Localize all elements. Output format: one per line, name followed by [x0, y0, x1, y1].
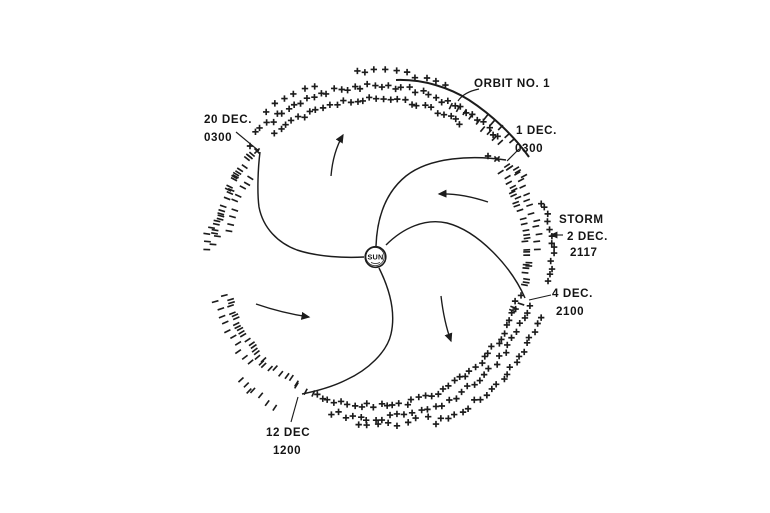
storm-label: STORM — [559, 213, 604, 226]
plus-mark — [458, 389, 464, 395]
plus-mark — [412, 89, 418, 95]
plus-mark — [328, 411, 334, 417]
minus-mark — [255, 355, 260, 359]
minus-mark — [536, 234, 543, 235]
plus-mark — [549, 233, 555, 239]
minus-mark — [513, 201, 519, 203]
plus-mark — [493, 381, 499, 387]
plus-mark — [281, 95, 287, 101]
minus-mark — [484, 115, 488, 120]
dec20-time-label: 0300 — [204, 131, 233, 144]
plus-mark — [481, 371, 487, 377]
minus-mark — [520, 185, 526, 188]
minus-mark — [526, 204, 532, 206]
minus-mark — [221, 295, 228, 297]
plus-mark — [324, 397, 330, 403]
minus-mark — [235, 350, 241, 354]
plus-mark — [385, 420, 391, 426]
plus-mark — [464, 383, 470, 389]
minus-mark — [523, 279, 530, 280]
flow-arrow-upper — [331, 135, 343, 176]
minus-mark — [273, 405, 277, 411]
dec1-date-label: 1 DEC. — [516, 124, 557, 137]
minus-mark — [285, 373, 289, 378]
minus-mark — [273, 366, 278, 371]
minus-mark — [245, 338, 251, 342]
plus-mark — [323, 91, 329, 97]
plus-mark — [288, 117, 294, 123]
minus-mark — [258, 393, 262, 398]
sector-boundary-arm-to-20dec — [258, 152, 364, 257]
minus-mark — [498, 140, 503, 145]
plus-mark — [301, 114, 307, 120]
minus-mark — [210, 244, 217, 245]
dec1-time-label: 0300 — [515, 142, 544, 155]
minus-mark — [521, 174, 527, 177]
minus-mark — [238, 378, 243, 383]
plus-mark — [425, 91, 431, 97]
minus-mark — [251, 345, 257, 349]
plus-mark — [548, 258, 554, 264]
plus-mark — [503, 349, 509, 355]
plus-mark — [451, 377, 457, 383]
minus-mark — [504, 164, 510, 168]
minus-mark — [514, 205, 520, 207]
plus-mark — [413, 102, 419, 108]
plus-mark — [312, 107, 318, 113]
plus-mark — [307, 108, 313, 114]
plus-mark — [409, 410, 415, 416]
orbit-number-label: ORBIT NO. 1 — [474, 77, 551, 90]
minus-mark — [212, 301, 219, 303]
plus-mark — [466, 368, 472, 374]
plus-mark — [545, 211, 551, 217]
plus-mark — [394, 96, 400, 102]
plus-mark — [354, 68, 360, 74]
plus-mark — [477, 396, 483, 402]
plus-mark — [405, 419, 411, 425]
plus-mark — [331, 85, 337, 91]
plus-mark — [402, 97, 408, 103]
plus-mark — [439, 403, 445, 409]
minus-mark — [232, 199, 238, 202]
plus-mark — [362, 69, 368, 75]
dec2-date-label: 2 DEC. — [567, 230, 608, 243]
minus-mark — [533, 226, 540, 227]
plus-mark — [488, 343, 494, 349]
plus-mark — [363, 422, 369, 428]
plus-mark — [418, 407, 424, 413]
minus-mark — [517, 209, 523, 211]
minus-mark — [261, 363, 266, 368]
plus-mark — [534, 320, 540, 326]
plus-mark — [456, 121, 462, 127]
minus-mark — [252, 348, 257, 352]
plus-mark — [344, 87, 350, 93]
plus-mark — [297, 100, 303, 106]
plus-mark — [343, 415, 349, 421]
minus-mark — [233, 323, 239, 326]
plus-mark — [445, 415, 451, 421]
minus-mark — [521, 223, 528, 224]
plus-mark — [496, 353, 502, 359]
minus-mark — [246, 154, 251, 158]
minus-mark — [521, 284, 528, 285]
minus-mark — [244, 182, 250, 185]
minus-mark — [211, 233, 218, 234]
minus-mark — [218, 308, 224, 310]
plus-mark — [545, 278, 551, 284]
minus-mark — [505, 175, 511, 179]
plus-mark — [422, 392, 428, 398]
plus-mark — [420, 88, 426, 94]
minus-mark — [227, 299, 234, 301]
plus-mark — [532, 329, 538, 335]
minus-mark — [229, 312, 235, 314]
minus-mark — [248, 360, 253, 364]
minus-mark — [498, 170, 504, 174]
plus-mark — [501, 330, 507, 336]
plus-mark — [348, 99, 354, 105]
minus-mark — [490, 120, 494, 125]
minus-mark — [244, 383, 249, 388]
minus-mark — [515, 196, 521, 199]
plus-mark — [379, 84, 385, 90]
minus-mark — [227, 185, 233, 188]
sector-boundary-arm-to-12dec — [302, 268, 393, 394]
plus-mark — [433, 94, 439, 100]
plus-mark — [401, 411, 407, 417]
minus-mark — [233, 317, 239, 320]
minus-mark — [217, 218, 224, 220]
plus-mark — [286, 106, 292, 112]
minus-mark — [239, 331, 245, 334]
flow-arrow-lower-right — [441, 296, 451, 341]
plus-mark — [409, 101, 415, 107]
minus-mark — [505, 133, 510, 138]
minus-mark — [523, 193, 529, 196]
plus-mark — [352, 403, 358, 409]
plus-mark — [546, 226, 552, 232]
minus-mark — [528, 213, 535, 215]
minus-mark — [522, 272, 529, 273]
minus-mark — [522, 241, 529, 242]
plus-mark — [527, 303, 533, 309]
leader-4dec — [529, 295, 551, 300]
minus-mark — [232, 314, 238, 317]
plus-mark — [489, 386, 495, 392]
sun-label: SUN — [367, 252, 384, 262]
plus-mark — [393, 67, 399, 73]
plus-mark — [424, 75, 430, 81]
plus-mark — [339, 86, 345, 92]
plus-mark — [278, 126, 284, 132]
plus-mark — [471, 397, 477, 403]
minus-mark — [237, 327, 243, 330]
minus-mark — [518, 178, 524, 181]
plus-mark — [445, 98, 451, 104]
plus-mark — [291, 102, 297, 108]
plus-mark — [360, 98, 366, 104]
minus-mark — [228, 302, 235, 304]
plus-mark — [394, 423, 400, 429]
plus-mark — [428, 104, 434, 110]
plus-mark — [438, 415, 444, 421]
plus-mark — [282, 122, 288, 128]
dec12-date-label: 12 DEC — [266, 426, 311, 439]
minus-mark — [235, 194, 241, 197]
plus-mark — [340, 97, 346, 103]
plus-mark — [460, 409, 466, 415]
plus-mark — [479, 360, 485, 366]
minus-mark — [224, 330, 230, 333]
minus-mark — [249, 342, 255, 346]
plus-mark — [507, 364, 513, 370]
plus-mark — [271, 130, 277, 136]
plus-mark — [263, 119, 269, 125]
plus-mark — [370, 404, 376, 410]
plus-mark — [513, 329, 519, 335]
plus-mark — [451, 411, 457, 417]
minus-mark — [237, 168, 243, 172]
plus-mark — [302, 85, 308, 91]
plus-mark — [551, 250, 557, 256]
minus-mark — [523, 230, 530, 231]
plus-mark — [422, 102, 428, 108]
minus-mark — [289, 375, 293, 381]
minus-mark — [212, 230, 219, 231]
minus-mark — [214, 220, 221, 221]
plus-mark — [256, 125, 262, 131]
plus-mark — [408, 396, 414, 402]
plus-mark — [366, 94, 372, 100]
plus-mark — [487, 124, 493, 130]
plus-mark — [435, 110, 441, 116]
plus-mark — [304, 95, 310, 101]
plus-mark — [462, 373, 468, 379]
plus-mark — [424, 406, 430, 412]
plus-mark — [453, 395, 459, 401]
plus-mark — [290, 91, 296, 97]
minus-mark — [523, 199, 529, 201]
minus-mark — [523, 234, 530, 235]
minus-mark — [227, 192, 233, 195]
plus-mark — [320, 396, 326, 402]
plus-mark — [359, 404, 365, 410]
minus-mark — [518, 303, 524, 305]
minus-mark — [480, 127, 484, 132]
dec2-time-label: 2117 — [570, 246, 598, 259]
minus-mark — [219, 210, 226, 212]
plus-mark — [272, 100, 278, 106]
flow-arrow-right — [439, 194, 488, 202]
plus-mark — [521, 349, 527, 355]
minus-mark — [214, 236, 221, 237]
plus-mark — [247, 143, 253, 149]
minus-mark — [513, 167, 519, 171]
plus-mark — [327, 102, 333, 108]
minus-mark — [227, 224, 234, 225]
minus-mark — [268, 366, 273, 371]
plus-mark — [508, 335, 514, 341]
plus-mark — [435, 391, 441, 397]
plus-mark — [314, 391, 320, 397]
sun-symbol — [365, 247, 386, 268]
plus-mark — [517, 320, 523, 326]
plus-mark — [371, 66, 377, 72]
minus-mark — [524, 238, 531, 239]
minus-mark — [203, 233, 210, 234]
plus-mark — [425, 413, 431, 419]
flow-arrow-lower-left — [256, 304, 309, 317]
minus-mark — [213, 224, 220, 225]
plus-mark — [516, 353, 522, 359]
plus-mark — [382, 66, 388, 72]
plus-mark — [514, 359, 520, 365]
plus-mark — [355, 421, 361, 427]
minus-mark — [506, 181, 512, 184]
plus-mark — [485, 365, 491, 371]
minus-mark — [235, 342, 241, 346]
plus-mark — [311, 94, 317, 100]
plus-mark — [335, 409, 341, 415]
minus-mark — [242, 355, 247, 359]
plus-mark — [504, 342, 510, 348]
plus-mark — [446, 397, 452, 403]
minus-mark — [533, 241, 540, 242]
plus-mark — [279, 110, 285, 116]
minus-mark — [232, 209, 238, 211]
figure-labels — [204, 77, 608, 457]
plus-mark — [477, 377, 483, 383]
minus-mark — [227, 305, 233, 307]
plus-mark — [405, 402, 411, 408]
plus-mark — [331, 400, 337, 406]
sector-boundary-arm-to-4dec — [386, 222, 525, 298]
minus-mark — [220, 205, 226, 207]
minus-mark — [226, 230, 233, 231]
plus-mark — [494, 361, 500, 367]
plus-mark — [538, 314, 544, 320]
minus-mark — [265, 400, 269, 405]
plus-mark — [311, 83, 317, 89]
plus-mark — [364, 400, 370, 406]
plus-mark — [320, 105, 326, 111]
minus-mark — [249, 152, 254, 156]
minus-mark — [222, 321, 228, 324]
dec20-date-label: 20 DEC. — [204, 113, 253, 126]
plus-mark — [433, 403, 439, 409]
plus-mark — [544, 218, 550, 224]
plus-mark — [457, 374, 463, 380]
dec12-time-label: 1200 — [273, 444, 302, 457]
minus-mark — [247, 176, 253, 180]
plus-mark — [388, 96, 394, 102]
plus-mark — [387, 412, 393, 418]
dec4-time-label: 2100 — [556, 305, 585, 318]
minus-mark — [509, 139, 514, 143]
minus-mark — [533, 220, 540, 221]
minus-mark — [208, 227, 215, 228]
sector-flow-arrows — [256, 135, 488, 341]
plus-mark — [263, 109, 269, 115]
plus-mark — [433, 421, 439, 427]
plus-mark — [252, 129, 258, 135]
dec4-date-label: 4 DEC. — [552, 287, 593, 300]
plus-mark — [396, 400, 402, 406]
plus-mark — [344, 401, 350, 407]
plus-mark — [338, 398, 344, 404]
minus-mark — [240, 333, 246, 336]
minus-mark — [240, 186, 246, 189]
plus-mark — [364, 81, 370, 87]
minus-mark — [219, 315, 225, 317]
plus-mark — [441, 112, 447, 118]
minus-mark — [242, 165, 248, 169]
minus-mark — [229, 216, 236, 218]
plus-mark — [372, 82, 378, 88]
plus-mark — [428, 393, 434, 399]
plus-mark — [406, 84, 412, 90]
plus-mark — [404, 69, 410, 75]
plus-mark — [385, 82, 391, 88]
plus-mark — [373, 96, 379, 102]
plus-mark — [350, 413, 356, 419]
plus-mark — [394, 411, 400, 417]
minus-mark — [279, 371, 283, 376]
plus-mark — [379, 417, 385, 423]
plus-mark — [465, 406, 471, 412]
plus-mark — [512, 298, 518, 304]
plus-mark — [334, 102, 340, 108]
plus-mark — [295, 113, 301, 119]
plus-mark — [484, 392, 490, 398]
minus-mark — [520, 218, 527, 220]
minus-mark — [510, 194, 516, 197]
plus-mark — [416, 394, 422, 400]
minus-mark — [523, 282, 530, 283]
minus-mark — [224, 197, 230, 200]
plus-mark — [472, 364, 478, 370]
leader-12dec — [291, 397, 298, 422]
plus-mark — [412, 415, 418, 421]
minus-mark — [204, 241, 211, 242]
minus-mark — [506, 167, 512, 171]
plus-mark — [380, 96, 386, 102]
minus-mark — [510, 185, 516, 188]
minus-mark — [244, 157, 249, 161]
minus-mark — [235, 326, 241, 329]
minus-mark — [230, 335, 236, 338]
plus-mark — [270, 119, 276, 125]
plus-mark — [471, 382, 477, 388]
minus-mark — [254, 351, 259, 355]
plus-mark — [438, 99, 444, 105]
minus-mark — [449, 103, 452, 109]
